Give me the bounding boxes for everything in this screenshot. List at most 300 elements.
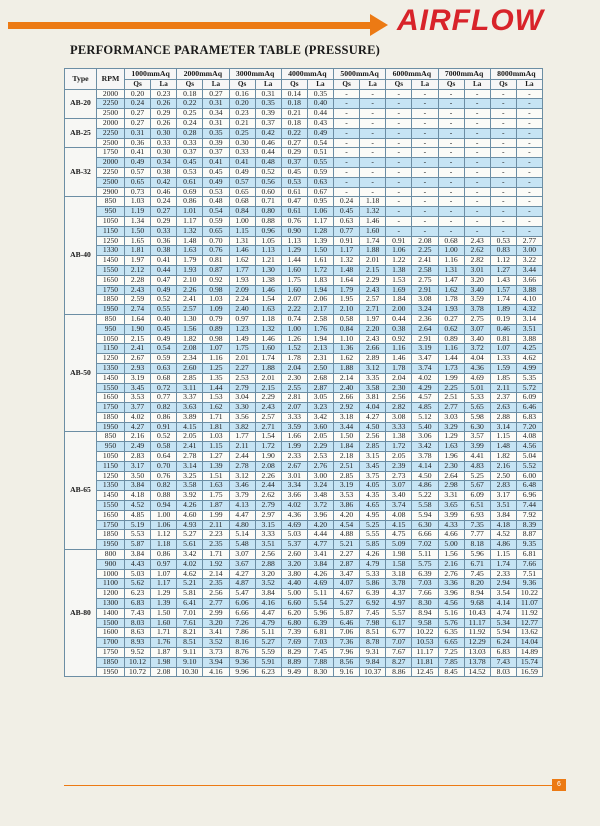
value-cell: 5.75 xyxy=(412,559,438,569)
value-cell: 1.78 xyxy=(438,295,464,305)
value-cell: 4.14 xyxy=(490,599,516,609)
value-cell: 10.22 xyxy=(516,589,542,599)
value-cell: 4.47 xyxy=(229,510,255,520)
value-cell: 4.79 xyxy=(360,559,386,569)
value-cell: 9.11 xyxy=(177,648,203,658)
value-cell: 2.66 xyxy=(334,393,360,403)
value-cell: 0.26 xyxy=(151,99,177,109)
value-cell: - xyxy=(386,128,412,138)
value-cell: - xyxy=(334,167,360,177)
value-cell: 3.24 xyxy=(412,305,438,315)
value-cell: 0.24 xyxy=(151,197,177,207)
pressure-header: 7000mmAq xyxy=(438,69,490,80)
value-cell: 3.82 xyxy=(229,422,255,432)
value-cell: 0.47 xyxy=(151,275,177,285)
airflow-logo: AIRFLOW xyxy=(397,4,544,37)
value-cell: 6.83 xyxy=(125,599,151,609)
value-cell: 5.01 xyxy=(464,383,490,393)
value-cell: 3.01 xyxy=(464,265,490,275)
value-cell: 2.29 xyxy=(255,393,281,403)
value-cell: 1.82 xyxy=(177,334,203,344)
value-cell: 1.12 xyxy=(490,256,516,266)
value-cell: 9.68 xyxy=(464,599,490,609)
value-cell: 5.62 xyxy=(125,579,151,589)
value-cell: 3.81 xyxy=(360,393,386,403)
value-cell: 3.20 xyxy=(281,559,307,569)
value-cell: - xyxy=(334,158,360,168)
rpm-cell: 1550 xyxy=(97,501,125,511)
value-cell: - xyxy=(386,167,412,177)
value-cell: 1.62 xyxy=(334,354,360,364)
value-cell: 4.50 xyxy=(360,422,386,432)
rpm-cell: 1950 xyxy=(97,540,125,550)
value-cell: 0.47 xyxy=(281,197,307,207)
value-cell: 2.79 xyxy=(229,383,255,393)
value-cell: 0.56 xyxy=(255,177,281,187)
value-cell: 1.98 xyxy=(386,550,412,560)
value-cell: 3.08 xyxy=(386,412,412,422)
value-cell: 1.60 xyxy=(281,285,307,295)
value-cell: 3.12 xyxy=(360,363,386,373)
value-cell: 0.96 xyxy=(255,226,281,236)
value-cell: 1.23 xyxy=(229,324,255,334)
rpm-cell: 2500 xyxy=(97,138,125,148)
value-cell: 2.85 xyxy=(334,471,360,481)
value-cell: 1.50 xyxy=(125,226,151,236)
value-cell: 0.14 xyxy=(281,89,307,99)
value-cell: 3.51 xyxy=(255,540,281,550)
table-row xyxy=(65,167,543,177)
value-cell: 3.78 xyxy=(464,305,490,315)
value-cell: 0.92 xyxy=(203,275,229,285)
value-cell: 5.11 xyxy=(307,589,333,599)
table-row xyxy=(65,363,543,373)
table-row xyxy=(65,354,543,364)
value-cell: 2.30 xyxy=(438,461,464,471)
value-cell: - xyxy=(490,99,516,109)
value-cell: 1.46 xyxy=(255,334,281,344)
value-cell: 4.83 xyxy=(464,461,490,471)
value-cell: 8.89 xyxy=(281,657,307,667)
value-cell: - xyxy=(516,148,542,158)
value-cell: 0.49 xyxy=(151,334,177,344)
value-cell: 2.49 xyxy=(125,442,151,452)
value-cell: - xyxy=(412,167,438,177)
value-cell: 9.49 xyxy=(281,667,307,677)
rpm-cell: 1450 xyxy=(97,491,125,501)
value-cell: 5.27 xyxy=(334,599,360,609)
value-cell: 0.44 xyxy=(386,314,412,324)
value-cell: 0.45 xyxy=(151,324,177,334)
value-cell: 2.41 xyxy=(177,295,203,305)
value-cell: 0.35 xyxy=(203,128,229,138)
value-cell: 8.20 xyxy=(464,579,490,589)
value-cell: 6.24 xyxy=(490,638,516,648)
value-cell: 6.23 xyxy=(255,667,281,677)
value-cell: 4.43 xyxy=(125,559,151,569)
value-cell: 0.40 xyxy=(151,314,177,324)
value-cell: 1.60 xyxy=(151,618,177,628)
value-cell: 2.11 xyxy=(490,383,516,393)
value-cell: 0.30 xyxy=(151,148,177,158)
value-cell: 2.05 xyxy=(307,432,333,442)
value-cell: - xyxy=(464,187,490,197)
table-row xyxy=(65,177,543,187)
value-cell: 1.99 xyxy=(203,510,229,520)
value-cell: 1.01 xyxy=(177,207,203,217)
value-cell: 7.67 xyxy=(386,648,412,658)
value-cell: 2.66 xyxy=(360,344,386,354)
value-cell: 3.06 xyxy=(412,432,438,442)
value-cell: - xyxy=(386,187,412,197)
value-cell: 3.80 xyxy=(281,569,307,579)
table-row xyxy=(65,422,543,432)
header-row xyxy=(65,69,543,80)
value-cell: 5.34 xyxy=(490,618,516,628)
value-cell: - xyxy=(490,207,516,217)
value-cell: 8.21 xyxy=(177,628,203,638)
table-row xyxy=(65,128,543,138)
value-cell: 5.11 xyxy=(255,628,281,638)
value-cell: 2.62 xyxy=(255,491,281,501)
value-cell: 1.06 xyxy=(151,520,177,530)
rpm-cell: 2000 xyxy=(97,118,125,128)
value-cell: 3.19 xyxy=(412,344,438,354)
value-cell: 4.20 xyxy=(334,510,360,520)
value-cell: 0.46 xyxy=(255,138,281,148)
value-cell: - xyxy=(464,207,490,217)
value-cell: 4.85 xyxy=(125,510,151,520)
value-cell: 1.60 xyxy=(255,344,281,354)
value-cell: 2.94 xyxy=(490,579,516,589)
value-cell: - xyxy=(334,177,360,187)
value-cell: 1.32 xyxy=(255,324,281,334)
value-cell: 2.98 xyxy=(438,481,464,491)
value-cell: - xyxy=(412,207,438,217)
value-cell: 9.16 xyxy=(334,667,360,677)
value-cell: - xyxy=(334,99,360,109)
value-cell: 3.05 xyxy=(307,393,333,403)
table-row xyxy=(65,344,543,354)
value-cell: 1.84 xyxy=(386,295,412,305)
value-cell: 5.87 xyxy=(334,608,360,618)
value-cell: 1.53 xyxy=(203,393,229,403)
value-cell: 1.44 xyxy=(203,383,229,393)
rpm-cell: 1150 xyxy=(97,344,125,354)
pressure-header: 1000mmAq xyxy=(125,69,177,80)
value-cell: 6.00 xyxy=(516,471,542,481)
value-cell: 9.31 xyxy=(360,648,386,658)
value-cell: 0.70 xyxy=(203,236,229,246)
value-cell: 0.48 xyxy=(203,197,229,207)
value-cell: 4.02 xyxy=(281,501,307,511)
value-cell: 6.41 xyxy=(177,599,203,609)
value-cell: 2.07 xyxy=(281,403,307,413)
value-cell: 1.62 xyxy=(438,285,464,295)
value-cell: 2.35 xyxy=(203,579,229,589)
type-header: Type xyxy=(65,69,97,90)
value-cell: 2.44 xyxy=(255,481,281,491)
value-cell: 7.26 xyxy=(229,618,255,628)
value-cell: 0.91 xyxy=(386,236,412,246)
value-cell: 3.52 xyxy=(255,579,281,589)
value-cell: 2.91 xyxy=(412,334,438,344)
value-cell: 0.42 xyxy=(255,128,281,138)
value-cell: 0.24 xyxy=(125,99,151,109)
value-cell: 6.92 xyxy=(360,599,386,609)
value-cell: 4.26 xyxy=(360,550,386,560)
value-cell: 2.29 xyxy=(360,275,386,285)
value-cell: 0.24 xyxy=(177,118,203,128)
value-cell: 2.16 xyxy=(490,461,516,471)
value-cell: - xyxy=(360,109,386,119)
table-row xyxy=(65,550,543,560)
la-header: La xyxy=(412,80,438,90)
value-cell: 0.42 xyxy=(151,177,177,187)
value-cell: 3.42 xyxy=(307,412,333,422)
value-cell: 3.42 xyxy=(177,550,203,560)
table-row xyxy=(65,393,543,403)
header-arrow-bar xyxy=(8,22,380,29)
rpm-cell: 2250 xyxy=(97,99,125,109)
rpm-cell: 1450 xyxy=(97,256,125,266)
value-cell: 2.74 xyxy=(125,305,151,315)
value-cell: 0.82 xyxy=(151,481,177,491)
value-cell: 4.32 xyxy=(516,305,542,315)
value-cell: 6.09 xyxy=(464,491,490,501)
value-cell: 2.29 xyxy=(307,442,333,452)
value-cell: 5.03 xyxy=(125,569,151,579)
value-cell: 0.63 xyxy=(151,363,177,373)
value-cell: 3.99 xyxy=(464,442,490,452)
value-cell: 2.64 xyxy=(438,471,464,481)
value-cell: 0.45 xyxy=(281,167,307,177)
rpm-cell: 1850 xyxy=(97,295,125,305)
value-cell: 3.07 xyxy=(229,550,255,560)
qs-header: Qs xyxy=(438,80,464,90)
value-cell: 8.94 xyxy=(412,608,438,618)
value-cell: 1.15 xyxy=(490,550,516,560)
value-cell: 1.00 xyxy=(151,510,177,520)
value-cell: 1.16 xyxy=(386,344,412,354)
value-cell: 10.22 xyxy=(412,628,438,638)
value-cell: 11.81 xyxy=(412,657,438,667)
value-cell: 0.91 xyxy=(334,236,360,246)
value-cell: 1.50 xyxy=(307,246,333,256)
value-cell: 3.92 xyxy=(177,491,203,501)
value-cell: 3.75 xyxy=(360,471,386,481)
value-cell: 0.59 xyxy=(151,354,177,364)
value-cell: 4.36 xyxy=(281,510,307,520)
value-cell: 0.21 xyxy=(281,109,307,119)
value-cell: 1.43 xyxy=(490,275,516,285)
rpm-cell: 1250 xyxy=(97,354,125,364)
value-cell: 3.84 xyxy=(307,559,333,569)
value-cell: 0.27 xyxy=(203,89,229,99)
table-row xyxy=(65,638,543,648)
value-cell: 2.12 xyxy=(125,265,151,275)
value-cell: - xyxy=(334,138,360,148)
value-cell: 4.65 xyxy=(360,501,386,511)
value-cell: 1.72 xyxy=(307,265,333,275)
table-row xyxy=(65,285,543,295)
value-cell: 9.10 xyxy=(177,657,203,667)
value-cell: 1.54 xyxy=(255,295,281,305)
value-cell: 0.33 xyxy=(177,138,203,148)
la-header: La xyxy=(464,80,490,90)
value-cell: 9.52 xyxy=(125,648,151,658)
value-cell: 2.83 xyxy=(125,452,151,462)
rpm-cell: 1050 xyxy=(97,452,125,462)
value-cell: 0.76 xyxy=(203,246,229,256)
value-cell: 3.88 xyxy=(516,285,542,295)
value-cell: 6.46 xyxy=(516,403,542,413)
value-cell: 3.23 xyxy=(307,403,333,413)
value-cell: 2.88 xyxy=(490,412,516,422)
value-cell: 8.45 xyxy=(438,667,464,677)
value-cell: 2.08 xyxy=(255,461,281,471)
value-cell: 1.76 xyxy=(307,324,333,334)
table-row xyxy=(65,657,543,667)
value-cell: 8.51 xyxy=(177,638,203,648)
value-cell: 4.41 xyxy=(464,452,490,462)
value-cell: 3.00 xyxy=(516,246,542,256)
value-cell: 9.36 xyxy=(516,579,542,589)
value-cell: 0.45 xyxy=(203,167,229,177)
value-cell: 1.94 xyxy=(307,334,333,344)
value-cell: 1.95 xyxy=(334,295,360,305)
value-cell: - xyxy=(412,216,438,226)
value-cell: 6.35 xyxy=(438,628,464,638)
value-cell: 9.36 xyxy=(229,657,255,667)
value-cell: 3.08 xyxy=(412,295,438,305)
value-cell: - xyxy=(412,197,438,207)
value-cell: 4.02 xyxy=(125,412,151,422)
table-row xyxy=(65,109,543,119)
value-cell: 2.60 xyxy=(177,363,203,373)
value-cell: 2.78 xyxy=(177,452,203,462)
value-cell: - xyxy=(438,158,464,168)
value-cell: 1.65 xyxy=(125,236,151,246)
value-cell: 3.18 xyxy=(334,412,360,422)
value-cell: 5.72 xyxy=(516,383,542,393)
rpm-cell: 1300 xyxy=(97,599,125,609)
value-cell: 0.88 xyxy=(151,491,177,501)
value-cell: 2.51 xyxy=(334,461,360,471)
value-cell: 0.39 xyxy=(203,138,229,148)
value-cell: 1.31 xyxy=(438,265,464,275)
value-cell: 0.54 xyxy=(151,344,177,354)
value-cell: 1.26 xyxy=(281,334,307,344)
value-cell: 2.08 xyxy=(412,236,438,246)
value-cell: 0.25 xyxy=(177,109,203,119)
value-cell: 1.75 xyxy=(281,275,307,285)
value-cell: - xyxy=(490,197,516,207)
value-cell: 7.66 xyxy=(516,559,542,569)
rpm-header: RPM xyxy=(97,69,125,90)
rpm-cell: 1600 xyxy=(97,628,125,638)
value-cell: 3.07 xyxy=(386,481,412,491)
value-cell: 6.51 xyxy=(464,501,490,511)
value-cell: 2.43 xyxy=(464,236,490,246)
table-row xyxy=(65,471,543,481)
la-header: La xyxy=(360,80,386,90)
value-cell: 0.83 xyxy=(490,246,516,256)
value-cell: 2.78 xyxy=(229,461,255,471)
value-cell: - xyxy=(386,207,412,217)
value-cell: 1.72 xyxy=(255,442,281,452)
model-type: AB-25 xyxy=(65,118,97,147)
value-cell: 1.15 xyxy=(490,432,516,442)
value-cell: 4.16 xyxy=(203,667,229,677)
value-cell: 2.50 xyxy=(307,363,333,373)
value-cell: 8.39 xyxy=(516,520,542,530)
value-cell: 1.72 xyxy=(386,442,412,452)
value-cell: 4.04 xyxy=(464,354,490,364)
value-cell: 2.76 xyxy=(438,569,464,579)
value-cell: 4.10 xyxy=(516,295,542,305)
rpm-cell: 1750 xyxy=(97,285,125,295)
value-cell: 3.78 xyxy=(386,579,412,589)
la-header: La xyxy=(516,80,542,90)
value-cell: 0.70 xyxy=(151,461,177,471)
value-cell: 3.15 xyxy=(360,452,386,462)
value-cell: 1.73 xyxy=(438,363,464,373)
value-cell: - xyxy=(334,89,360,99)
rpm-cell: 1200 xyxy=(97,589,125,599)
value-cell: 3.15 xyxy=(255,520,281,530)
value-cell: 1.69 xyxy=(386,285,412,295)
value-cell: 3.96 xyxy=(307,510,333,520)
la-header: La xyxy=(307,80,333,90)
value-cell: 9.96 xyxy=(229,667,255,677)
value-cell: 12.77 xyxy=(516,618,542,628)
value-cell: 0.59 xyxy=(307,167,333,177)
value-cell: 4.27 xyxy=(229,569,255,579)
value-cell: 2.04 xyxy=(281,363,307,373)
value-cell: 4.69 xyxy=(464,373,490,383)
value-cell: 2.57 xyxy=(360,295,386,305)
value-cell: 1.27 xyxy=(490,265,516,275)
value-cell: - xyxy=(412,138,438,148)
value-cell: 5.03 xyxy=(281,530,307,540)
value-cell: 10.43 xyxy=(464,608,490,618)
value-cell: - xyxy=(490,167,516,177)
value-cell: 3.84 xyxy=(255,589,281,599)
value-cell: 2.60 xyxy=(281,550,307,560)
table-row xyxy=(65,148,543,158)
value-cell: 1.33 xyxy=(490,354,516,364)
value-cell: 2.58 xyxy=(412,265,438,275)
value-cell: 0.23 xyxy=(229,109,255,119)
value-cell: 3.33 xyxy=(255,530,281,540)
value-cell: 1.06 xyxy=(307,207,333,217)
value-cell: 5.21 xyxy=(334,540,360,550)
value-cell: 4.80 xyxy=(229,520,255,530)
value-cell: 3.94 xyxy=(203,657,229,667)
value-cell: 3.89 xyxy=(177,412,203,422)
rpm-cell: 1750 xyxy=(97,148,125,158)
value-cell: 4.16 xyxy=(255,599,281,609)
value-cell: 0.77 xyxy=(334,226,360,236)
value-cell: - xyxy=(490,148,516,158)
value-cell: 4.02 xyxy=(412,373,438,383)
value-cell: 1.05 xyxy=(255,236,281,246)
value-cell: 1.89 xyxy=(490,305,516,315)
value-cell: 2.22 xyxy=(281,305,307,315)
value-cell: 0.36 xyxy=(151,236,177,246)
value-cell: 2.59 xyxy=(125,295,151,305)
